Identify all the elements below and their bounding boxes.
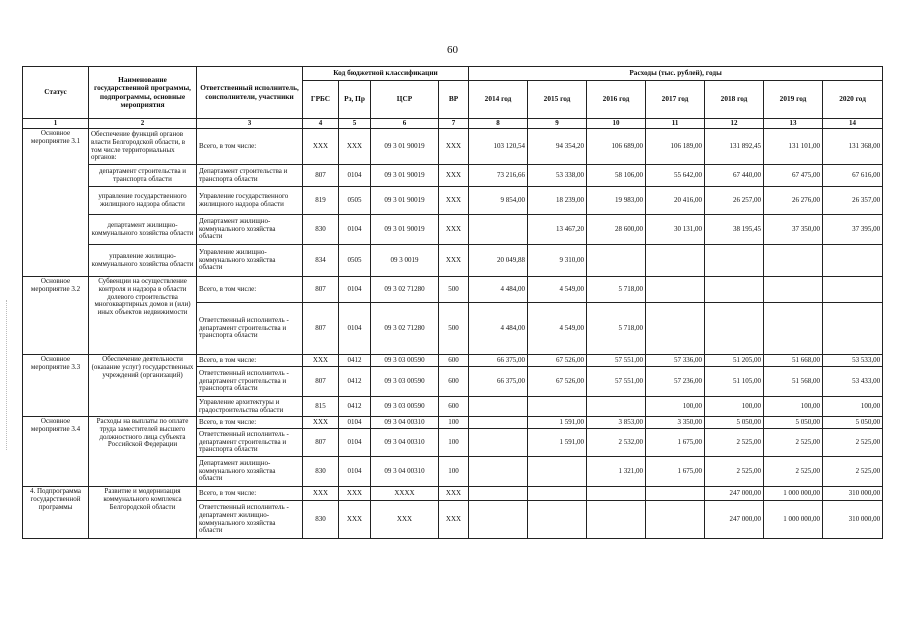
row-amount: 1 591,00 xyxy=(528,429,587,457)
header-status: Статус xyxy=(23,67,89,119)
row-amount: 58 106,00 xyxy=(587,165,646,187)
row-vr: 500 xyxy=(439,303,469,355)
row-executor: Ответственный исполнитель - департамент строительства и транспорта области xyxy=(197,303,303,355)
header-year: 2018 год xyxy=(705,81,764,119)
row-vr: 100 xyxy=(439,457,469,487)
header-grbs: ГРБС xyxy=(303,81,339,119)
row-executor: Всего, в том числе: xyxy=(197,417,303,429)
row-executor: Департамент строительства и транспорта области xyxy=(197,165,303,187)
row-executor: Департамент жилищно-коммунального хозяйства области xyxy=(197,215,303,245)
row-executor: Ответственный исполнитель - департамент строительства и транспорта области xyxy=(197,367,303,397)
page-number: 60 xyxy=(447,44,458,56)
row-grbs: 807 xyxy=(303,429,339,457)
row-csr: 09 3 02 71280 xyxy=(371,303,439,355)
row-csr: 09 3 04 00310 xyxy=(371,429,439,457)
row-amount: 1 321,00 xyxy=(587,457,646,487)
row-amount: 20 416,00 xyxy=(646,187,705,215)
row-amount xyxy=(528,457,587,487)
row-amount: 57 551,00 xyxy=(587,355,646,367)
row-amount xyxy=(705,277,764,303)
row-amount: 20 049,88 xyxy=(469,245,528,277)
row-amount: 18 239,00 xyxy=(528,187,587,215)
row-csr: 09 3 01 90019 xyxy=(371,215,439,245)
row-status: Основное мероприятие 3.4 xyxy=(23,417,89,487)
row-amount: 131 368,00 xyxy=(823,129,883,165)
row-amount xyxy=(764,245,823,277)
row-grbs: 807 xyxy=(303,277,339,303)
row-amount: 1 000 000,00 xyxy=(764,501,823,539)
table-row xyxy=(23,215,883,245)
row-amount: 67 440,00 xyxy=(705,165,764,187)
header-executor: Ответственный исполнитель, соисполнители, участники xyxy=(197,67,303,119)
row-rzpr: 0104 xyxy=(339,429,371,457)
row-grbs: XXX xyxy=(303,129,339,165)
row-amount: 19 983,00 xyxy=(587,187,646,215)
column-number: 11 xyxy=(646,119,705,129)
table-row xyxy=(23,165,883,187)
row-amount: 247 000,00 xyxy=(705,501,764,539)
row-vr: XXX xyxy=(439,245,469,277)
row-name: Обеспечение деятельности (оказание услуг) государственных учреждений (организаций) xyxy=(89,355,197,417)
table-row xyxy=(23,245,883,277)
row-amount: 51 105,00 xyxy=(705,367,764,397)
row-amount: 100,00 xyxy=(705,397,764,417)
row-amount: 28 600,00 xyxy=(587,215,646,245)
row-amount xyxy=(823,245,883,277)
row-amount: 53 433,00 xyxy=(823,367,883,397)
row-rzpr: 0104 xyxy=(339,417,371,429)
row-amount: 37 395,00 xyxy=(823,215,883,245)
row-amount xyxy=(528,487,587,501)
row-grbs: 830 xyxy=(303,457,339,487)
row-name: департамент строительства и транспорта области xyxy=(89,165,197,187)
row-amount: 1 675,00 xyxy=(646,457,705,487)
row-csr: 09 3 03 00590 xyxy=(371,355,439,367)
table-row xyxy=(23,129,883,165)
row-amount: 94 354,20 xyxy=(528,129,587,165)
row-amount: 103 120,54 xyxy=(469,129,528,165)
row-vr: XXX xyxy=(439,165,469,187)
row-vr: 600 xyxy=(439,355,469,367)
row-amount xyxy=(469,429,528,457)
table-row xyxy=(23,187,883,215)
row-amount: 30 131,00 xyxy=(646,215,705,245)
column-number: 1 xyxy=(23,119,89,129)
row-name: управление государственного жилищного надзора области xyxy=(89,187,197,215)
row-csr: 09 3 02 71280 xyxy=(371,277,439,303)
row-vr: XXX xyxy=(439,487,469,501)
table-row xyxy=(23,487,883,501)
row-amount: 55 642,00 xyxy=(646,165,705,187)
row-amount: 5 050,00 xyxy=(764,417,823,429)
header-csr: ЦСР xyxy=(371,81,439,119)
row-grbs: XXX xyxy=(303,487,339,501)
row-amount: 2 525,00 xyxy=(823,457,883,487)
column-number: 14 xyxy=(823,119,883,129)
row-csr: 09 3 0019 xyxy=(371,245,439,277)
row-vr: XXX xyxy=(439,215,469,245)
row-amount: 1 000 000,00 xyxy=(764,487,823,501)
table-row xyxy=(23,277,883,303)
column-number: 6 xyxy=(371,119,439,129)
row-amount: 310 000,00 xyxy=(823,487,883,501)
row-grbs: 834 xyxy=(303,245,339,277)
row-vr: 600 xyxy=(439,397,469,417)
row-amount: 5 050,00 xyxy=(823,417,883,429)
header-code-group: Код бюджетной классификации xyxy=(303,67,469,81)
header-expenses-group: Расходы (тыс. рублей), годы xyxy=(469,67,883,81)
row-grbs: XXX xyxy=(303,417,339,429)
row-amount: 4 484,00 xyxy=(469,277,528,303)
header-year: 2014 год xyxy=(469,81,528,119)
row-amount: 26 276,00 xyxy=(764,187,823,215)
row-amount xyxy=(469,417,528,429)
row-csr: 09 3 01 90019 xyxy=(371,187,439,215)
row-amount: 51 668,00 xyxy=(764,355,823,367)
column-number: 7 xyxy=(439,119,469,129)
row-executor: Всего, в том числе: xyxy=(197,487,303,501)
row-amount: 53 338,00 xyxy=(528,165,587,187)
row-csr: XXX xyxy=(371,501,439,539)
row-csr: 09 3 04 00310 xyxy=(371,457,439,487)
row-amount: 2 532,00 xyxy=(587,429,646,457)
header-year: 2020 год xyxy=(823,81,883,119)
row-executor: Ответственный исполнитель - департамент строительства и транспорта области xyxy=(197,429,303,457)
row-amount: 2 525,00 xyxy=(764,429,823,457)
row-rzpr: XXX xyxy=(339,487,371,501)
row-executor: Управление государственного жилищного надзора области xyxy=(197,187,303,215)
row-rzpr: XXX xyxy=(339,501,371,539)
row-amount: 4 484,00 xyxy=(469,303,528,355)
row-grbs: 830 xyxy=(303,501,339,539)
row-amount xyxy=(528,397,587,417)
row-amount: 131 892,45 xyxy=(705,129,764,165)
row-amount xyxy=(823,303,883,355)
row-status: Основное мероприятие 3.3 xyxy=(23,355,89,417)
row-amount: 38 195,45 xyxy=(705,215,764,245)
row-amount xyxy=(587,501,646,539)
header-name: Наименование государственной программы, подпрограммы, основные мероприятия xyxy=(89,67,197,119)
row-rzpr: 0412 xyxy=(339,397,371,417)
row-grbs: XXX xyxy=(303,355,339,367)
row-amount: 1 591,00 xyxy=(528,417,587,429)
row-amount: 5 050,00 xyxy=(705,417,764,429)
row-vr: XXX xyxy=(439,129,469,165)
row-csr: 09 3 04 00310 xyxy=(371,417,439,429)
row-executor: Ответственный исполнитель - департамент жилищно-коммунального хозяйства области xyxy=(197,501,303,539)
row-vr: 600 xyxy=(439,367,469,397)
header-year: 2017 год xyxy=(646,81,705,119)
row-csr: 09 3 03 00590 xyxy=(371,367,439,397)
row-amount xyxy=(646,487,705,501)
row-rzpr: 0104 xyxy=(339,277,371,303)
row-amount: 57 551,00 xyxy=(587,367,646,397)
row-executor: Управление жилищно-коммунального хозяйства области xyxy=(197,245,303,277)
budget-table xyxy=(22,66,883,539)
row-amount: 106 689,00 xyxy=(587,129,646,165)
row-csr: 09 3 01 90019 xyxy=(371,165,439,187)
row-amount xyxy=(587,487,646,501)
row-amount: 3 853,00 xyxy=(587,417,646,429)
column-number: 4 xyxy=(303,119,339,129)
row-grbs: 807 xyxy=(303,367,339,397)
row-name: Обеспечение функций органов власти Белгородской области, в том числе территориальных органов: xyxy=(89,129,197,165)
row-amount: 73 216,66 xyxy=(469,165,528,187)
row-amount: 100,00 xyxy=(764,397,823,417)
row-amount: 26 257,00 xyxy=(705,187,764,215)
row-rzpr: 0104 xyxy=(339,303,371,355)
row-grbs: 807 xyxy=(303,165,339,187)
row-amount: 5 718,00 xyxy=(587,303,646,355)
table-row xyxy=(23,355,883,367)
row-grbs: 830 xyxy=(303,215,339,245)
row-rzpr: 0104 xyxy=(339,457,371,487)
row-amount: 66 375,00 xyxy=(469,367,528,397)
row-name: Субвенции на осуществление контроля и надзора в области долевого строительства многоквартирных домов и (или) иных объектов недвижимости xyxy=(89,277,197,355)
row-amount xyxy=(469,487,528,501)
row-amount xyxy=(823,277,883,303)
row-rzpr: 0412 xyxy=(339,367,371,397)
row-amount: 2 525,00 xyxy=(823,429,883,457)
row-amount: 67 475,00 xyxy=(764,165,823,187)
row-rzpr: 0505 xyxy=(339,187,371,215)
row-amount: 9 310,00 xyxy=(528,245,587,277)
row-amount xyxy=(705,303,764,355)
row-name: управление жилищно-коммунального хозяйства области xyxy=(89,245,197,277)
row-rzpr: 0412 xyxy=(339,355,371,367)
column-number-row xyxy=(23,119,883,129)
row-name: Расходы на выплаты по оплате труда заместителей высшего должностного лица субъекта Российской Федерации xyxy=(89,417,197,487)
row-csr: 09 3 03 00590 xyxy=(371,397,439,417)
row-amount: 26 357,00 xyxy=(823,187,883,215)
row-vr: 100 xyxy=(439,429,469,457)
row-amount: 3 350,00 xyxy=(646,417,705,429)
row-amount xyxy=(764,303,823,355)
column-number: 10 xyxy=(587,119,646,129)
row-amount: 66 375,00 xyxy=(469,355,528,367)
row-amount: 2 525,00 xyxy=(705,457,764,487)
margin-mark xyxy=(6,300,8,450)
row-amount: 67 616,00 xyxy=(823,165,883,187)
row-amount: 131 101,00 xyxy=(764,129,823,165)
row-amount: 57 236,00 xyxy=(646,367,705,397)
row-amount: 2 525,00 xyxy=(705,429,764,457)
row-amount xyxy=(646,501,705,539)
row-rzpr: XXX xyxy=(339,129,371,165)
row-csr: XXXX xyxy=(371,487,439,501)
row-executor: Департамент жилищно-коммунального хозяйства области xyxy=(197,457,303,487)
column-number: 5 xyxy=(339,119,371,129)
row-amount: 4 549,00 xyxy=(528,303,587,355)
row-amount: 9 854,00 xyxy=(469,187,528,215)
row-amount: 53 533,00 xyxy=(823,355,883,367)
row-name: департамент жилищно-коммунального хозяйства области xyxy=(89,215,197,245)
header-vr: ВР xyxy=(439,81,469,119)
row-vr: 100 xyxy=(439,417,469,429)
header-year: 2015 год xyxy=(528,81,587,119)
row-status: Основное мероприятие 3.2 xyxy=(23,277,89,355)
row-amount: 37 350,00 xyxy=(764,215,823,245)
row-amount: 57 336,00 xyxy=(646,355,705,367)
row-amount xyxy=(469,457,528,487)
row-vr: 500 xyxy=(439,277,469,303)
column-number: 12 xyxy=(705,119,764,129)
row-amount xyxy=(764,277,823,303)
row-amount: 4 549,00 xyxy=(528,277,587,303)
column-number: 9 xyxy=(528,119,587,129)
row-amount xyxy=(469,397,528,417)
row-amount xyxy=(646,303,705,355)
row-amount xyxy=(646,277,705,303)
row-grbs: 819 xyxy=(303,187,339,215)
row-amount: 51 568,00 xyxy=(764,367,823,397)
row-amount: 106 189,00 xyxy=(646,129,705,165)
column-number: 13 xyxy=(764,119,823,129)
row-amount xyxy=(587,245,646,277)
column-number: 8 xyxy=(469,119,528,129)
row-status: Основное мероприятие 3.1 xyxy=(23,129,89,277)
header-year: 2019 год xyxy=(764,81,823,119)
row-amount: 5 718,00 xyxy=(587,277,646,303)
row-vr: XXX xyxy=(439,501,469,539)
row-amount xyxy=(469,501,528,539)
header-rzpr: Рз, Пр xyxy=(339,81,371,119)
row-csr: 09 3 01 90019 xyxy=(371,129,439,165)
row-executor: Всего, в том числе: xyxy=(197,277,303,303)
row-rzpr: 0104 xyxy=(339,215,371,245)
row-amount: 51 205,00 xyxy=(705,355,764,367)
row-amount: 67 526,00 xyxy=(528,355,587,367)
row-vr: XXX xyxy=(439,187,469,215)
row-rzpr: 0505 xyxy=(339,245,371,277)
row-amount xyxy=(469,215,528,245)
row-status: 4. Подпрограмма государственной программы xyxy=(23,487,89,539)
header-year: 2016 год xyxy=(587,81,646,119)
row-executor: Всего, в том числе: xyxy=(197,355,303,367)
row-amount: 100,00 xyxy=(646,397,705,417)
row-executor: Управление архитектуры и градостроительства области xyxy=(197,397,303,417)
row-amount: 1 675,00 xyxy=(646,429,705,457)
row-amount: 310 000,00 xyxy=(823,501,883,539)
row-executor: Всего, в том числе: xyxy=(197,129,303,165)
table-row xyxy=(23,417,883,429)
row-amount xyxy=(587,397,646,417)
row-amount: 13 467,20 xyxy=(528,215,587,245)
column-number: 2 xyxy=(89,119,197,129)
row-grbs: 815 xyxy=(303,397,339,417)
row-rzpr: 0104 xyxy=(339,165,371,187)
row-amount: 67 526,00 xyxy=(528,367,587,397)
row-grbs: 807 xyxy=(303,303,339,355)
row-amount: 247 000,00 xyxy=(705,487,764,501)
row-amount xyxy=(646,245,705,277)
row-amount: 2 525,00 xyxy=(764,457,823,487)
row-amount xyxy=(528,501,587,539)
table-body xyxy=(23,129,883,539)
row-amount xyxy=(705,245,764,277)
row-name: Развитие и модернизация коммунального комплекса Белгородской области xyxy=(89,487,197,539)
row-amount: 100,00 xyxy=(823,397,883,417)
column-number: 3 xyxy=(197,119,303,129)
